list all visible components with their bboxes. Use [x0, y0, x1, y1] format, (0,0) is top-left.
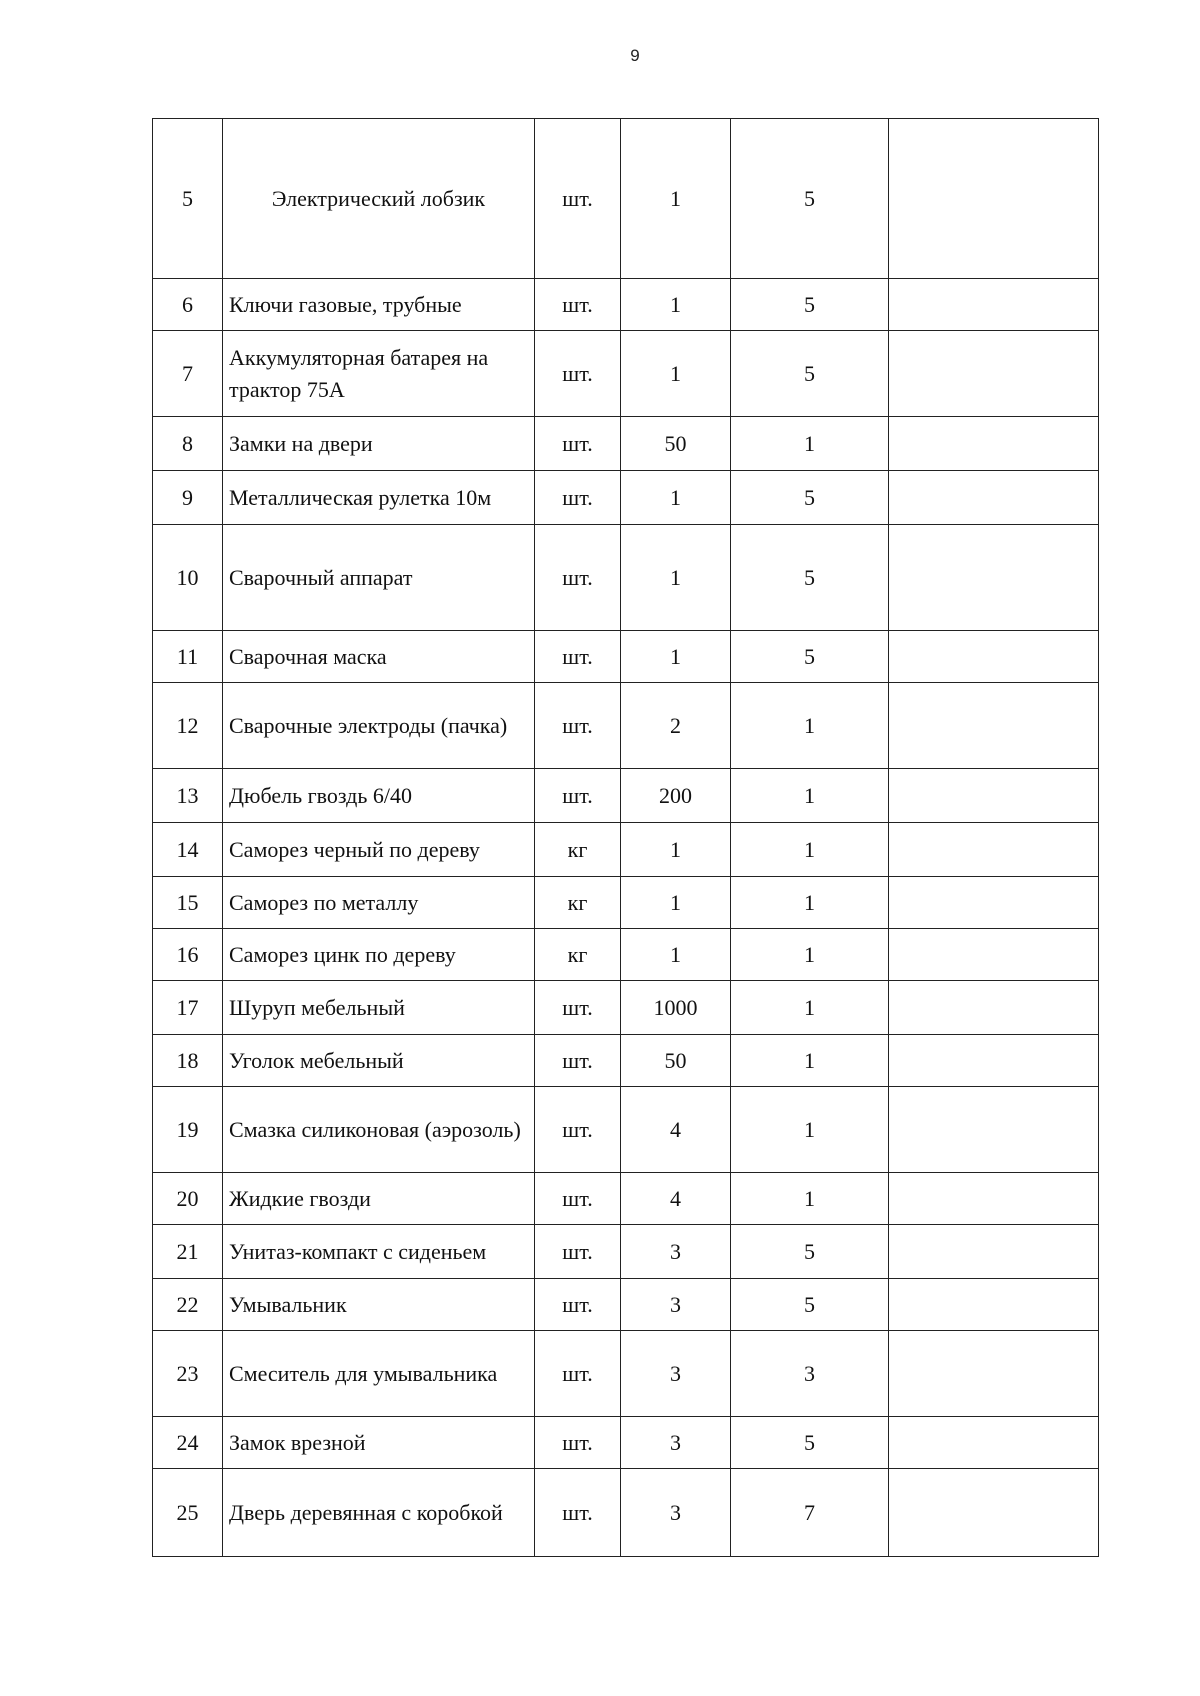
quantity: 3	[621, 1225, 731, 1279]
unit-of-measure: шт.	[535, 1087, 621, 1173]
row-number: 6	[153, 279, 223, 331]
note-cell	[889, 1087, 1099, 1173]
unit-of-measure: кг	[535, 823, 621, 877]
table-row	[153, 769, 1099, 823]
quantity: 1	[621, 631, 731, 683]
table-row	[153, 1035, 1099, 1087]
service-term: 1	[731, 417, 889, 471]
note-cell	[889, 929, 1099, 981]
table-row	[153, 471, 1099, 525]
quantity: 1000	[621, 981, 731, 1035]
table-row	[153, 525, 1099, 631]
page-number: 9	[630, 46, 640, 65]
service-term: 1	[731, 769, 889, 823]
row-number: 17	[153, 981, 223, 1035]
quantity: 50	[621, 1035, 731, 1087]
quantity: 3	[621, 1331, 731, 1417]
table-row	[153, 1087, 1099, 1173]
note-cell	[889, 877, 1099, 929]
quantity: 3	[621, 1469, 731, 1557]
note-cell	[889, 417, 1099, 471]
table-row	[153, 981, 1099, 1035]
table-body	[153, 119, 1099, 1557]
service-term: 1	[731, 683, 889, 769]
service-term: 1	[731, 1087, 889, 1173]
service-term: 3	[731, 1331, 889, 1417]
row-number: 8	[153, 417, 223, 471]
table-row	[153, 929, 1099, 981]
unit-of-measure: шт.	[535, 471, 621, 525]
service-term: 7	[731, 1469, 889, 1557]
table-row	[153, 877, 1099, 929]
row-number: 19	[153, 1087, 223, 1173]
service-term: 5	[731, 1225, 889, 1279]
quantity: 50	[621, 417, 731, 471]
row-number: 14	[153, 823, 223, 877]
row-number: 16	[153, 929, 223, 981]
unit-of-measure: шт.	[535, 119, 621, 279]
item-name: Шуруп мебельный	[223, 981, 535, 1035]
service-term: 1	[731, 1173, 889, 1225]
service-term: 1	[731, 877, 889, 929]
row-number: 12	[153, 683, 223, 769]
service-term: 1	[731, 929, 889, 981]
row-number: 24	[153, 1417, 223, 1469]
table-row	[153, 1331, 1099, 1417]
note-cell	[889, 279, 1099, 331]
unit-of-measure: шт.	[535, 1417, 621, 1469]
table-row	[153, 1225, 1099, 1279]
quantity: 3	[621, 1279, 731, 1331]
service-term: 1	[731, 981, 889, 1035]
item-name: Саморез по металлу	[223, 877, 535, 929]
quantity: 1	[621, 877, 731, 929]
quantity: 1	[621, 279, 731, 331]
item-name: Сварочные электроды (пачка)	[223, 683, 535, 769]
quantity: 1	[621, 119, 731, 279]
item-name: Сварочный аппарат	[223, 525, 535, 631]
note-cell	[889, 1279, 1099, 1331]
unit-of-measure: шт.	[535, 683, 621, 769]
note-cell	[889, 769, 1099, 823]
item-name: Замок врезной	[223, 1417, 535, 1469]
service-term: 5	[731, 331, 889, 417]
table-row	[153, 823, 1099, 877]
unit-of-measure: шт.	[535, 525, 621, 631]
quantity: 4	[621, 1173, 731, 1225]
row-number: 20	[153, 1173, 223, 1225]
table-row	[153, 1279, 1099, 1331]
item-name: Умывальник	[223, 1279, 535, 1331]
quantity: 1	[621, 525, 731, 631]
quantity: 3	[621, 1417, 731, 1469]
table-row	[153, 1173, 1099, 1225]
table-row	[153, 119, 1099, 279]
note-cell	[889, 525, 1099, 631]
row-number: 21	[153, 1225, 223, 1279]
note-cell	[889, 1225, 1099, 1279]
unit-of-measure: шт.	[535, 769, 621, 823]
note-cell	[889, 823, 1099, 877]
inventory-table	[152, 118, 1099, 1557]
table-row	[153, 331, 1099, 417]
quantity: 200	[621, 769, 731, 823]
service-term: 5	[731, 525, 889, 631]
item-name: Аккумуляторная батарея на трактор 75А	[223, 331, 535, 417]
unit-of-measure: шт.	[535, 1469, 621, 1557]
unit-of-measure: шт.	[535, 417, 621, 471]
note-cell	[889, 981, 1099, 1035]
row-number: 18	[153, 1035, 223, 1087]
service-term: 1	[731, 1035, 889, 1087]
row-number: 9	[153, 471, 223, 525]
row-number: 25	[153, 1469, 223, 1557]
service-term: 5	[731, 1417, 889, 1469]
note-cell	[889, 1331, 1099, 1417]
row-number: 22	[153, 1279, 223, 1331]
table-row	[153, 683, 1099, 769]
service-term: 1	[731, 823, 889, 877]
service-term: 5	[731, 631, 889, 683]
service-term: 5	[731, 119, 889, 279]
unit-of-measure: шт.	[535, 331, 621, 417]
unit-of-measure: шт.	[535, 1035, 621, 1087]
unit-of-measure: шт.	[535, 1173, 621, 1225]
item-name: Металлическая рулетка 10м	[223, 471, 535, 525]
note-cell	[889, 1469, 1099, 1557]
unit-of-measure: кг	[535, 877, 621, 929]
note-cell	[889, 471, 1099, 525]
unit-of-measure: шт.	[535, 1331, 621, 1417]
item-name: Смазка силиконовая (аэрозоль)	[223, 1087, 535, 1173]
item-name: Саморез черный по дереву	[223, 823, 535, 877]
row-number: 5	[153, 119, 223, 279]
item-name: Унитаз-компакт с сиденьем	[223, 1225, 535, 1279]
item-name: Замки на двери	[223, 417, 535, 471]
table-row	[153, 417, 1099, 471]
item-name: Жидкие гвозди	[223, 1173, 535, 1225]
quantity: 1	[621, 823, 731, 877]
row-number: 11	[153, 631, 223, 683]
service-term: 5	[731, 471, 889, 525]
quantity: 1	[621, 331, 731, 417]
row-number: 7	[153, 331, 223, 417]
unit-of-measure: шт.	[535, 631, 621, 683]
note-cell	[889, 1417, 1099, 1469]
note-cell	[889, 119, 1099, 279]
item-name: Электрический лобзик	[223, 119, 535, 279]
note-cell	[889, 1173, 1099, 1225]
item-name: Ключи газовые, трубные	[223, 279, 535, 331]
table-row	[153, 279, 1099, 331]
table-row	[153, 631, 1099, 683]
service-term: 5	[731, 1279, 889, 1331]
item-name: Дверь деревянная с коробкой	[223, 1469, 535, 1557]
service-term: 5	[731, 279, 889, 331]
item-name: Смеситель для умывальника	[223, 1331, 535, 1417]
item-name: Дюбель гвоздь 6/40	[223, 769, 535, 823]
note-cell	[889, 683, 1099, 769]
note-cell	[889, 331, 1099, 417]
row-number: 13	[153, 769, 223, 823]
item-name: Уголок мебельный	[223, 1035, 535, 1087]
note-cell	[889, 631, 1099, 683]
item-name: Сварочная маска	[223, 631, 535, 683]
row-number: 10	[153, 525, 223, 631]
item-name: Саморез цинк по дереву	[223, 929, 535, 981]
table-row	[153, 1469, 1099, 1557]
unit-of-measure: шт.	[535, 1225, 621, 1279]
quantity: 4	[621, 1087, 731, 1173]
quantity: 2	[621, 683, 731, 769]
unit-of-measure: кг	[535, 929, 621, 981]
unit-of-measure: шт.	[535, 279, 621, 331]
row-number: 15	[153, 877, 223, 929]
quantity: 1	[621, 929, 731, 981]
unit-of-measure: шт.	[535, 981, 621, 1035]
row-number: 23	[153, 1331, 223, 1417]
note-cell	[889, 1035, 1099, 1087]
unit-of-measure: шт.	[535, 1279, 621, 1331]
table-row	[153, 1417, 1099, 1469]
quantity: 1	[621, 471, 731, 525]
